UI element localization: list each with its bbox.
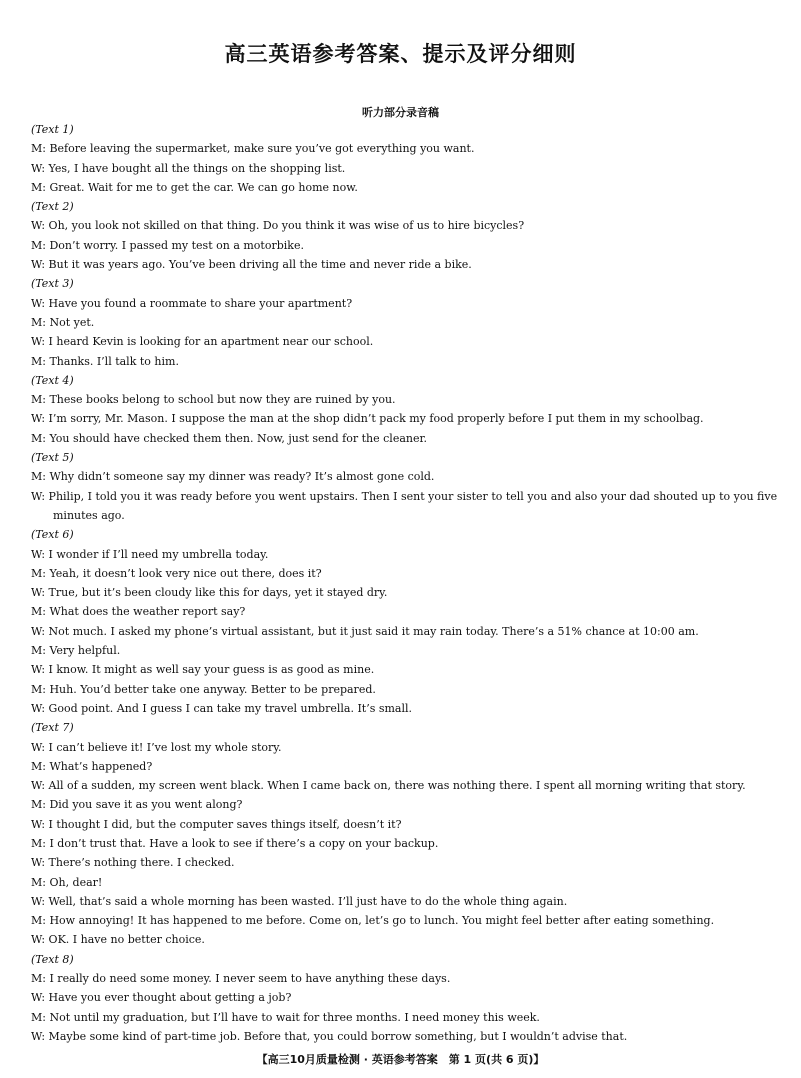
document-title: 高三英语参考答案、提示及评分细则 [224,42,577,66]
transcript-line: W: Have you found a roommate to share your apartment? [31,296,353,310]
transcript-line: W: I’m sorry, Mr. Mason. I suppose the man at the shop didn’t pack my food properly before I put them in my schoolbag. [31,412,704,426]
text-section-marker: (Text 6) [31,528,74,542]
transcript-line: M: Very helpful. [31,644,121,658]
text-section-marker: (Text 2) [31,200,74,214]
transcript-line: W: I know. It might as well say your guess is as good as mine. [31,663,375,677]
text-section-marker: (Text 1) [31,123,74,136]
transcript-line: M: Great. Wait for me to get the car. We can go home now. [31,180,358,194]
transcript [31,120,783,1046]
transcript-line: W: Philip, I told you it was ready before you went upstairs. Then I sent your sister to tell you and also your dad shouted up to you five minutes ago. [31,489,778,522]
transcript-line: M: You should have checked them then. Now, just send for the cleaner. [31,431,428,445]
transcript-line: W: True, but it’s been cloudy like this for days, yet it stayed dry. [31,586,388,600]
transcript-line: M: I don’t trust that. Have a look to see if there’s a copy on your backup. [31,836,439,850]
transcript-line: M: Don’t worry. I passed my test on a motorbike. [31,238,304,252]
text-section-marker: (Text 3) [31,277,74,291]
transcript-line: M: Thanks. I’ll talk to him. [31,354,179,368]
transcript-line: W: All of a sudden, my screen went black. When I came back on, there was nothing there. I spent all morning writing that story. [31,779,746,793]
transcript-line: M: Not until my graduation, but I’ll have to wait for three months. I need money this week. [31,1010,540,1024]
transcript-line: W: Yes, I have bought all the things on the shopping list. [31,161,346,175]
text-section-marker: (Text 7) [31,721,74,735]
transcript-line: W: Good point. And I guess I can take my travel umbrella. It’s small. [31,701,413,715]
page-footer: 【高三10月质量检测 · 英语参考答案 第 1 页(共 6 页)】 [256,1053,545,1066]
transcript-line: W: Have you ever thought about getting a job? [31,991,292,1005]
transcript-line: M: These books belong to school but now they are ruined by you. [31,393,396,407]
transcript-line: M: Huh. You’d better take one anyway. Better to be prepared. [31,682,376,696]
transcript-line: W: I wonder if I’ll need my umbrella today. [31,547,269,561]
transcript-line: W: But it was years ago. You’ve been driving all the time and never ride a bike. [31,258,472,272]
transcript-line: M: What does the weather report say? [31,605,246,619]
transcript-line: W: OK. I have no better choice. [31,933,205,947]
transcript-line: W: Not much. I asked my phone’s virtual assistant, but it just said it may rain today. There’s a 51% chance at 10:00 am. [31,624,699,638]
text-section-marker: (Text 4) [31,373,74,387]
transcript-line: M: What’s happened? [31,759,153,773]
transcript-line: M: Oh, dear! [31,875,103,889]
transcript-line: M: Yeah, it doesn’t look very nice out there, does it? [31,566,322,580]
transcript-line: M: How annoying! It has happened to me before. Come on, let’s go to lunch. You might feel better after eating something. [31,914,715,928]
transcript-line: M: Why didn’t someone say my dinner was ready? It’s almost gone cold. [31,470,435,484]
transcript-line: W: I can’t believe it! I’ve lost my whole story. [31,740,282,754]
transcript-line: M: Not yet. [31,315,95,329]
transcript-line: W: I thought I did, but the computer saves things itself, doesn’t it? [31,817,402,831]
transcript-line: W: Well, that’s said a whole morning has been wasted. I’ll just have to do the whole thing again. [31,894,568,908]
text-section-marker: (Text 5) [31,451,74,465]
transcript-line: M: I really do need some money. I never seem to have anything these days. [31,972,451,986]
section-title: 听力部分录音稿 [362,106,439,119]
transcript-line: W: Maybe some kind of part-time job. Before that, you could borrow something, but I wouldn’t advise that. [31,1029,628,1043]
transcript-line: W: There’s nothing there. I checked. [31,856,235,870]
transcript-line: W: I heard Kevin is looking for an apartment near our school. [31,335,374,349]
transcript-line: M: Did you save it as you went along? [31,798,243,812]
transcript-line: W: Oh, you look not skilled on that thing. Do you think it was wise of us to hire bicycles? [31,219,525,233]
text-section-marker: (Text 8) [31,952,74,966]
transcript-line: M: Before leaving the supermarket, make sure you’ve got everything you want. [31,142,475,156]
